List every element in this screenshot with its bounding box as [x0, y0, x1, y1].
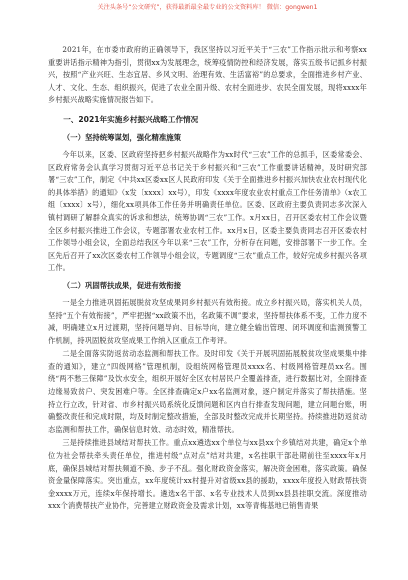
paragraph: 今年以来，区委、区政府坚持把乡村振兴战略作为xx时代“三农”工作的总抓手，区委常委会、区政府常务会认真学习贯彻习近平总书记关于乡村振兴和“三农”工作重要讲话精神，及时研究部署“三农”工作，制定《中共xx区委xx区人民政府印发《关于全面推进乡村振兴加快农业农村现代化的具体举措》的通知》（x发〔xxxx〕xx号），印发《xxxx年度农业农村重点工作任务清单》（x农工组〔xxxx〕x号），细化xx项具体工作任务并明确责任单位。区委、区政府主要负责同志多次深入镇村调研了解群众真实的诉求和想法，统筹协调“三农”工作。x月xx日，召开区委农村工作会议暨全区乡村振兴推进工作会议，专题部署农业农村工作。xx月x日，区委主要负责同志召开区委农村工作领导小组会议，全面总结我区今年以来“三农”工作，分析存在问题，安排部署下一步工作。全区先后召开了xx次区委农村工作领导小组会议，专题调度“三农”重点工作，较好完成乡村振兴各项工作。: [48, 149, 367, 273]
paragraph: 一是全力推进巩固拓展脱贫攻坚成果同乡村振兴有效衔接。成立乡村振兴局，落实机关人员，坚持“五个有效衔接”，严牢把握“xx政策不出，名政策不调”要求，坚持帮扶体系不变，工作力度不减，明确建立x月过渡期，坚持问题导向、目标导向，建立健全输出管理、闭环调度和监测预警工作机制，持巩固脱贫攻坚成果工作纳入区重点工作考评。: [48, 297, 367, 345]
intro-paragraph: 2021年，在市委市政府的正确领导下，我区坚持以习近平关于“三农”工作指示批示和考察xx重要讲话指示精神为指引，贯彻xx为发展理念，统筹疫情防控和经济发展，落实五级书记抓乡村振兴，按照“产业兴旺、生态宜居、乡风文明、治理有效、生活富裕”的总要求，全面推进乡村产业、人才、文化、生态、组织振兴，促进了农业全面升级、农村全面进步、农民全面发展，现将xxxx年乡村振兴战略实施情况报告如下。: [48, 45, 367, 105]
paragraph: 二是全面落实防返贫动态监测和帮扶工作。及时印发《关于开展巩固拓展脱贫攻坚成果集中排查的通知》，建立“四级网格”管理机制，设组统网格管理员xxxx名、村级网格管理员xx名。围绕“两不愁三保障”及饮水安全，组织开展好全区农村居民户全覆盖排查，进行数据比对，全面排查边缘易致贫户、突发困难户等。全区排查确定x户xx名监测对象，逐户制定并落实了帮扶措施。坚持立行立改，针对省、市乡村振兴局系统化反馈问题和区内自行排查发现问题，建立问题台账，明确整改责任和完成时限，均及时制定整改措施，全部及时整改完成并长期坚持。持续推进防返贫动态监测和帮扶工作，确保信息时效、动态时效，精准帮扶。: [48, 349, 367, 434]
top-banner: 关注头条号“公文研究”，获得最新最全最专业的公文资料库！ 微信：gongwen1: [97, 4, 318, 11]
subsection-heading-2: （二）巩固帮扶成果，促进有效衔接: [62, 280, 182, 290]
paragraph: 三是持续推进县域结对帮扶工作。重点xx遴选xx个单位与xx县xx个乡镇结对共建，确定x个单位为社会帮扶牵头责任单位，推进村级“点对点”结对共建，x名挂职干部赴期前往至xxxx年x月底，确保县城结对帮扶频道不换、步子不乱。强化财政资金落实，解决资金困难，落实政策。确保资金量保障落实。突出重点，xx年度统计xx村提升对省级xx县的援助，xxxx年度投入财政帮扶资金xxxx万元，连续x年保持增长。遴选x名干部、x名专业技术人员到xx县县挂职交流。深度推动xxx个消费帮扶产业协作，完善建立财政资金及需求计划，xx等青梅基地已销售青果: [48, 438, 367, 511]
subsection-heading-1: （一）坚持统筹谋划，强化精准施策: [62, 132, 182, 142]
document-body: [48, 44, 367, 513]
section-heading: 一、2021年实施乡村振兴战略工作情况: [63, 114, 199, 124]
